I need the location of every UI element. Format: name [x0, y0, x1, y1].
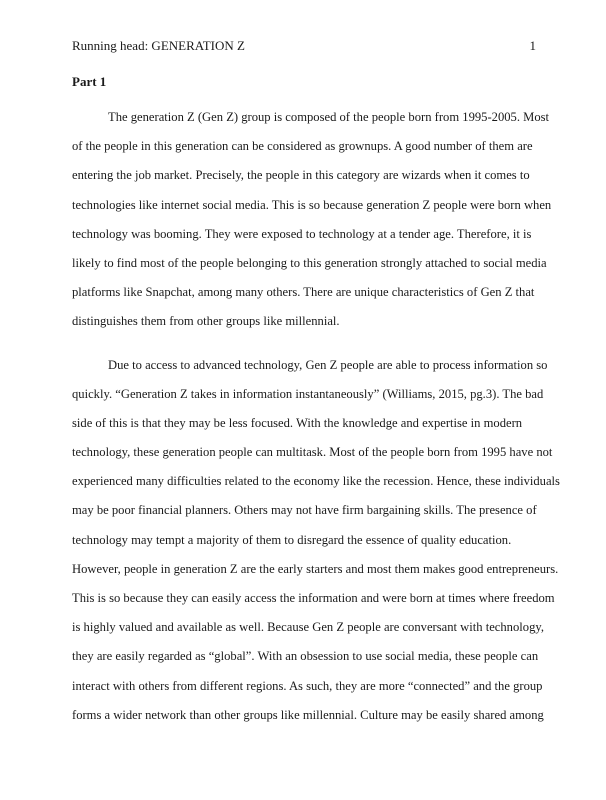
- paragraph-line: quickly. “Generation Z takes in information instantaneously” (Williams, 2015, pg.3). The bad: [72, 386, 544, 401]
- paragraph-1: [72, 103, 552, 337]
- paragraph-line: is highly valued and available as well. Because Gen Z people are conversant with technology,: [72, 620, 544, 635]
- paragraph-line: distinguishes them from other groups like millennial.: [72, 314, 340, 329]
- section-heading: Part 1: [72, 74, 107, 89]
- paragraph-line: This is so because they can easily access the information and were born at times where freedom: [72, 591, 555, 605]
- paragraph-line: However, people in generation Z are the early starters and most them makes good entrepreneurs.: [72, 561, 559, 576]
- running-head: Running head: GENERATION Z: [72, 38, 245, 53]
- paragraph-line: platforms like Snapchat, among many others. There are unique characteristics of Gen Z that: [72, 285, 535, 300]
- paragraph-line: forms a wider network than other groups like millennial. Culture may be easily shared among: [72, 707, 544, 722]
- paragraph-line: of the people in this generation can be considered as grownups. A good number of them are: [72, 139, 533, 154]
- paragraph-line: technologies like internet social media. This is so because generation Z people were born when: [72, 197, 552, 212]
- paragraph-line: likely to find most of the people belonging to this generation strongly attached to social media: [72, 255, 547, 270]
- paragraph-line: Due to access to advanced technology, Gen Z people are able to process information so: [108, 357, 548, 372]
- page-number: 1: [529, 38, 536, 53]
- paragraph-line: side of this is that they may be less focused. With the knowledge and expertise in modern: [72, 415, 523, 430]
- paragraph-line: The generation Z (Gen Z) group is composed of the people born from 1995-2005. Most: [108, 110, 550, 124]
- paragraph-line: entering the job market. Precisely, the people in this category are wizards when it comes to: [72, 168, 530, 183]
- paragraph-line: technology, these generation people can multitask. Most of the people born from 1995 have not: [72, 445, 553, 460]
- paragraph-line: experienced many difficulties related to the economy like the recession. Hence, these individuals: [72, 474, 560, 489]
- paragraph-2: [72, 351, 560, 730]
- paragraph-line: may be poor financial planners. Others may not have firm bargaining skills. The presence of: [72, 503, 537, 518]
- paragraph-line: interact with others from different regions. As such, they are more “connected” and the group: [72, 678, 543, 693]
- body-text: [72, 103, 560, 730]
- paragraph-line: they are easily regarded as “global”. With an obsession to use social media, these people can: [72, 649, 539, 664]
- paragraph-line: technology was booming. They were exposed to technology at a tender age. Therefore, it is: [72, 226, 532, 241]
- paragraph-line: technology may tempt a majority of them to disregard the essence of quality education.: [72, 532, 512, 547]
